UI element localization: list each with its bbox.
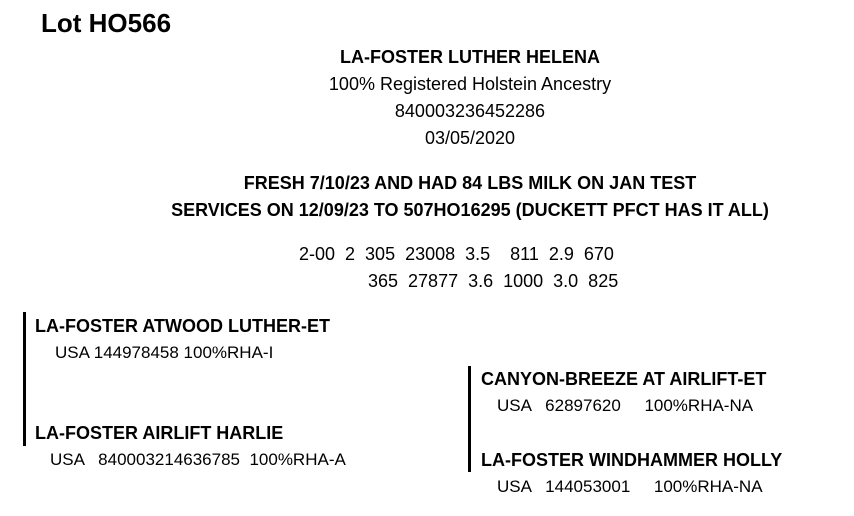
dam-sire-name: CANYON-BREEZE AT AIRLIFT-ET xyxy=(481,369,767,389)
dam-dam-detail: USA 144053001 100%RHA-NA xyxy=(497,477,763,496)
sire-name: LA-FOSTER ATWOOD LUTHER-ET xyxy=(35,316,330,336)
birth-date: 03/05/2020 xyxy=(424,128,516,148)
lot-number: Lot HO566 xyxy=(41,8,172,38)
animal-id: 840003236452286 xyxy=(394,101,546,121)
sire-detail: USA 144978458 100%RHA-I xyxy=(55,343,274,362)
dam-detail: USA 840003214636785 100%RHA-A xyxy=(50,450,346,469)
dam-name: LA-FOSTER AIRLIFT HARLIE xyxy=(35,423,284,443)
dam-dam-name: LA-FOSTER WINDHAMMER HOLLY xyxy=(481,450,783,470)
production-record-row-2: 365 27877 3.6 1000 3.0 825 xyxy=(368,271,619,291)
dam-sire-detail: USA 62897620 100%RHA-NA xyxy=(497,396,754,415)
ancestry-line: 100% Registered Holstein Ancestry xyxy=(328,74,612,94)
services-note: SERVICES ON 12/09/23 TO 507HO16295 (DUCKETT PFCT HAS IT ALL) xyxy=(171,200,769,220)
production-record-row-1: 2-00 2 305 23008 3.5 811 2.9 670 xyxy=(299,244,614,264)
animal-name: LA-FOSTER LUTHER HELENA xyxy=(340,47,600,67)
fresh-note: FRESH 7/10/23 AND HAD 84 LBS MILK ON JAN TEST xyxy=(243,173,697,193)
pedigree-bracket-left xyxy=(23,312,26,446)
pedigree-bracket-right xyxy=(468,366,471,472)
